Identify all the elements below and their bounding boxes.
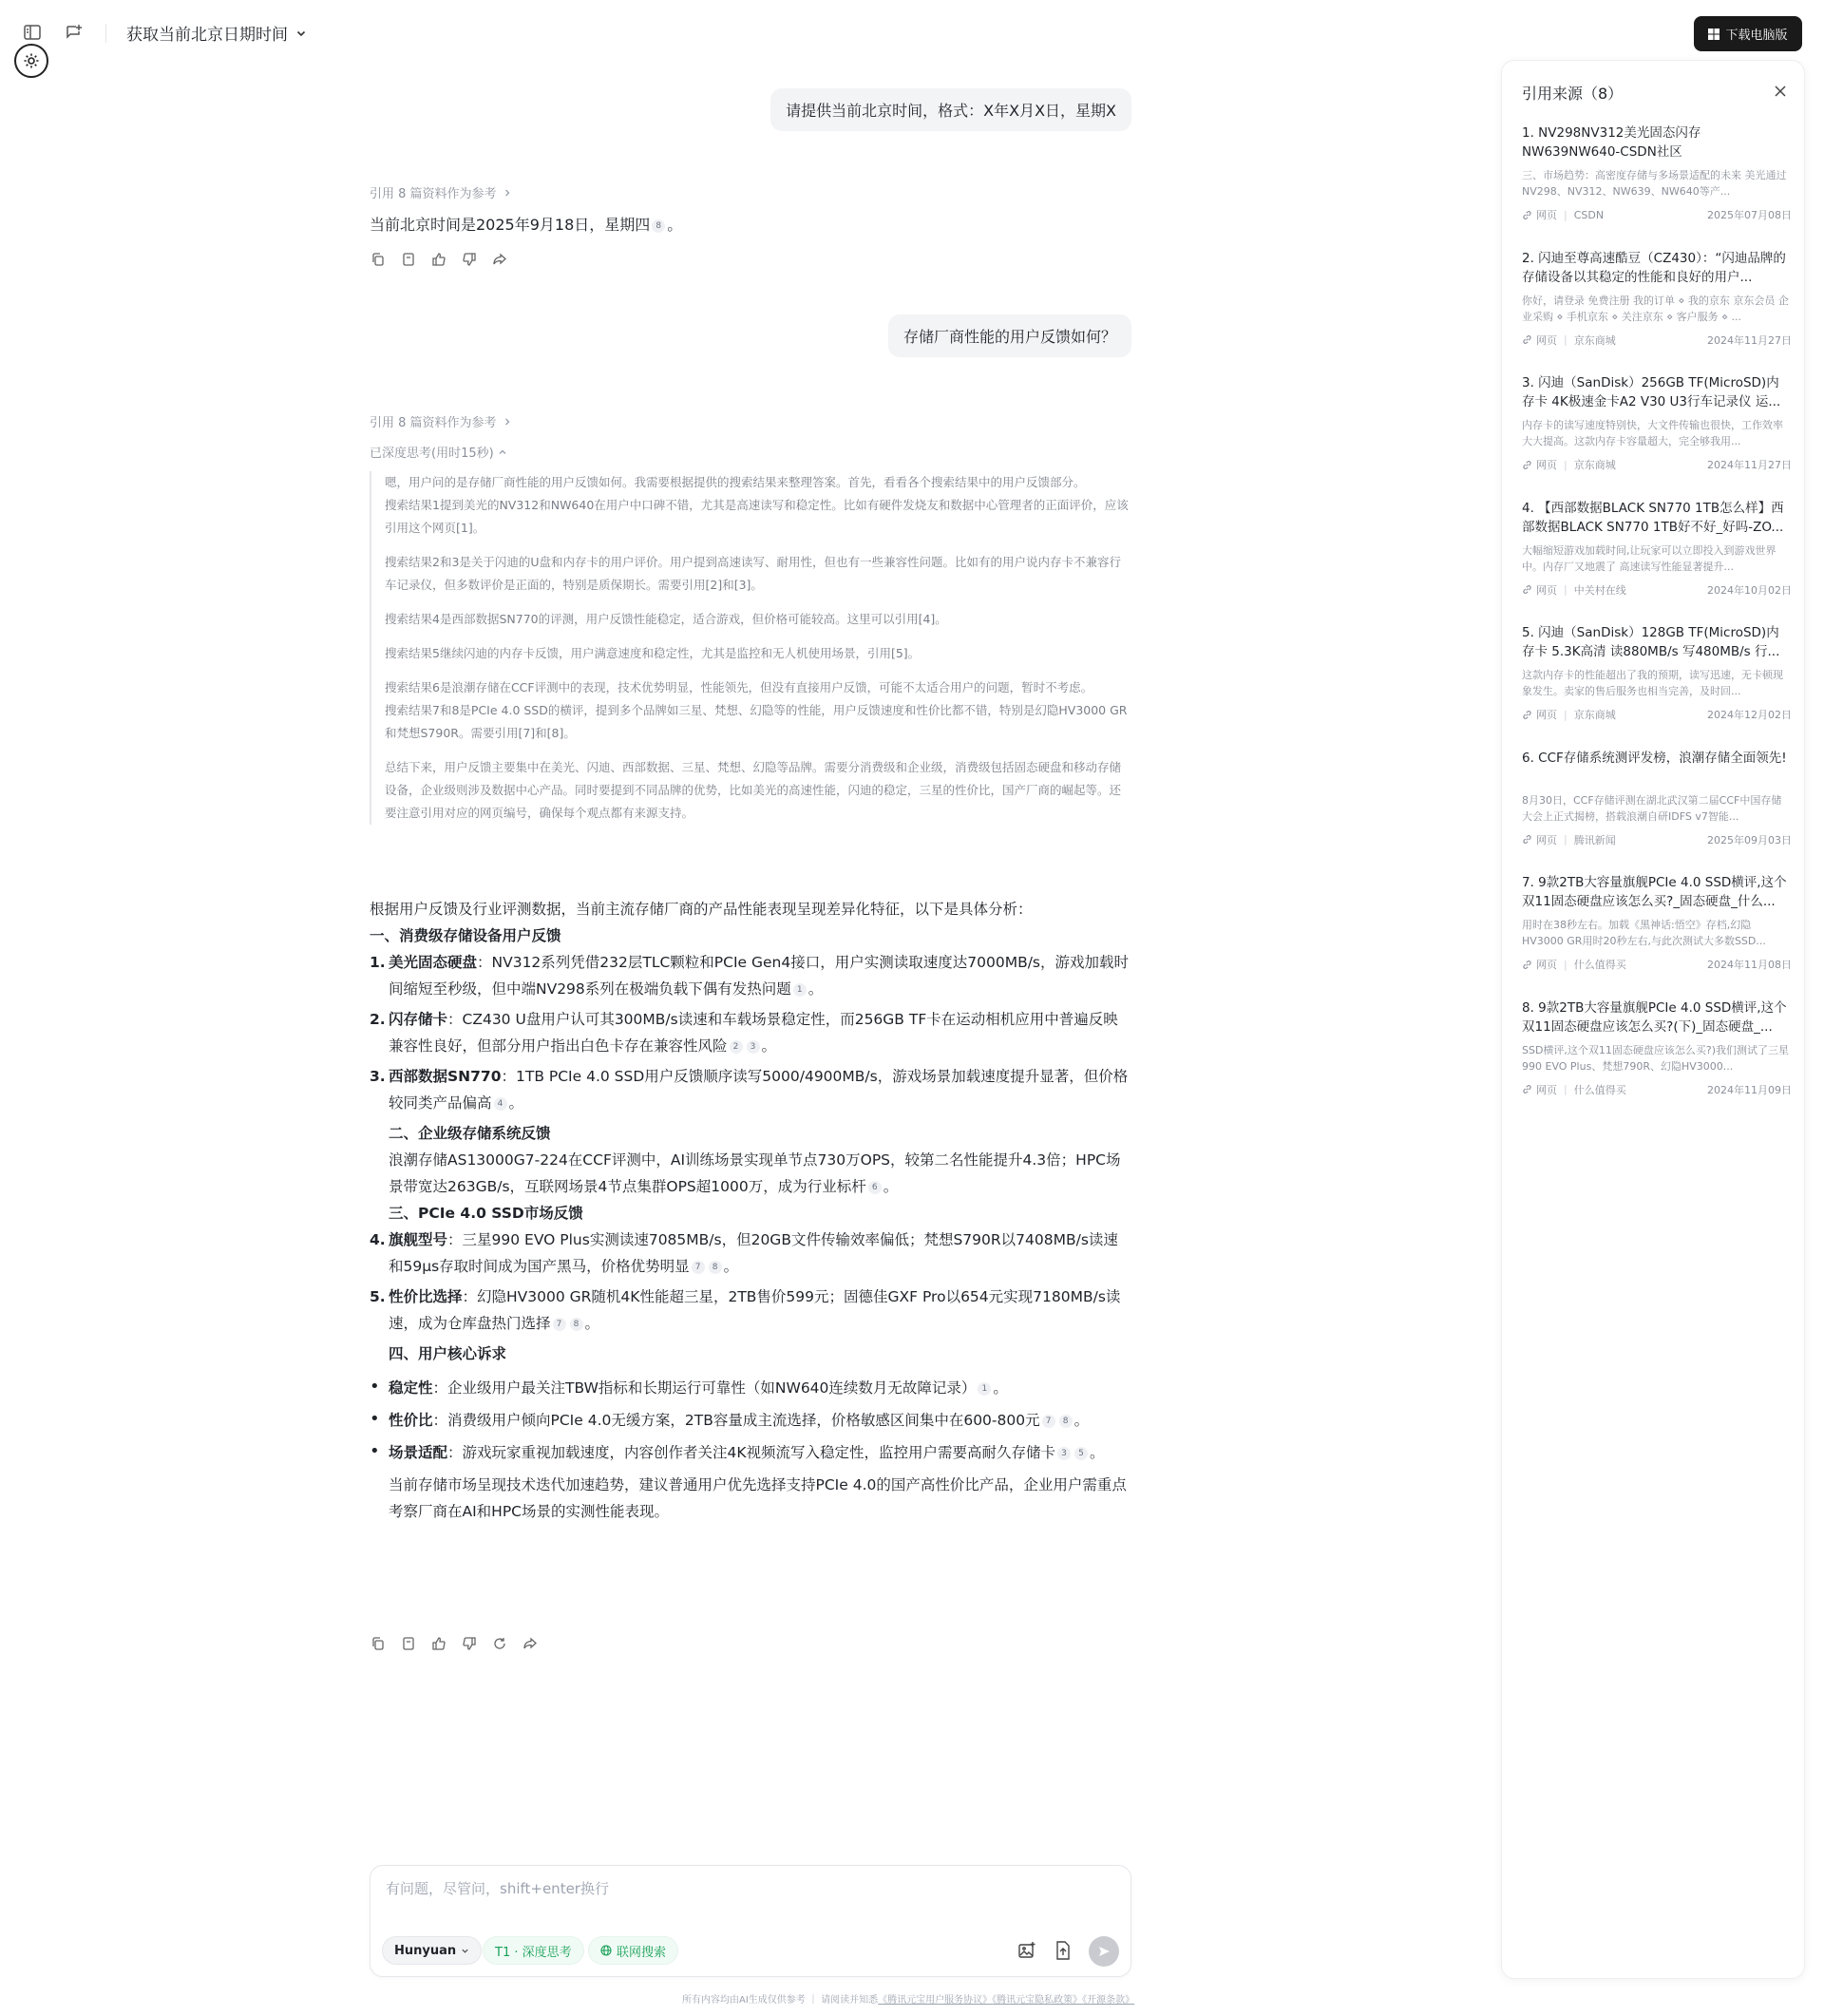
reference-snippet: SSD横评,这个双11固态硬盘应该怎么买?)我们测试了三星990 EVO Plus、梵想790R、幻隐HV3000... xyxy=(1522,1043,1790,1073)
reference-title: 5. 闪迪（SanDisk）128GB TF(MicroSD)内存卡 5.3K高清 读880MB/s 写480MB/s 行... xyxy=(1522,625,1780,659)
bookmark-icon[interactable] xyxy=(400,1635,417,1652)
reference-meta xyxy=(1522,957,1792,972)
model-label: Hunyuan xyxy=(394,1943,457,1958)
core-needs-list xyxy=(370,1375,1131,1466)
model-selector[interactable] xyxy=(382,1936,482,1965)
chevron-right-icon xyxy=(503,417,512,427)
meta-separator: | xyxy=(1564,583,1568,596)
bullet-text: ：游戏玩家重视加载速度，内容创作者关注4K视频流写入稳定性，监控用户需要高耐久存储卡 xyxy=(447,1444,1056,1461)
copy-icon[interactable] xyxy=(370,1635,387,1652)
list-item-title: 闪存储卡 xyxy=(389,1011,448,1028)
reference-meta xyxy=(1522,1082,1792,1097)
thumbs-up-icon[interactable] xyxy=(430,251,447,268)
reference-item[interactable] xyxy=(1522,749,1792,847)
reference-link[interactable] xyxy=(370,183,512,201)
link-icon xyxy=(1522,1084,1532,1094)
list-number: 1. xyxy=(370,954,386,971)
reference-snippet: 这款内存卡的性能超出了我的预期，读写迅速，无卡顿现象发生。卖家的售后服务也相当完善，及时回... xyxy=(1522,669,1783,697)
chevron-down-icon xyxy=(461,1947,469,1955)
link-icon xyxy=(1522,210,1532,220)
reference-panel-title: 引用来源（8） xyxy=(1522,85,1624,103)
link-icon xyxy=(1522,584,1532,595)
image-upload-icon[interactable] xyxy=(1016,1940,1037,1961)
reference-panel xyxy=(1501,60,1805,1979)
reference-meta xyxy=(1522,207,1792,222)
reference-source: 京东商城 xyxy=(1573,709,1616,721)
disclaimer-text: 所有内容均由AI生成仅供参考 ｜ 请阅读并知悉 xyxy=(682,1995,879,2006)
copy-icon[interactable] xyxy=(370,251,387,268)
thinking-paragraph: 搜索结果2和3是关于闪迪的U盘和内存卡的用户评价。用户提到高速读写、耐用性，但也有一些兼容性问题。比如有的用户说内存卡不兼容行车记录仪，但多数评价是正面的，特别是质保期长。需要引用[2]和[3]。 xyxy=(385,555,1122,592)
bullet-item xyxy=(370,1375,1131,1401)
web-search-chip[interactable] xyxy=(588,1936,678,1965)
reference-source: 什么值得买 xyxy=(1573,959,1626,971)
reference-item[interactable] xyxy=(1522,249,1792,348)
reference-type: 网页 xyxy=(1536,959,1557,971)
bullet-title: 稳定性 xyxy=(389,1379,433,1397)
reference-title: 7. 9款2TB大容量旗舰PCIe 4.0 SSD横评,这个双11固态硬盘应该怎么买?_固态硬盘_什么... xyxy=(1522,875,1787,909)
link-icon xyxy=(1522,710,1532,720)
list-number: 3. xyxy=(370,1068,386,1085)
bullet-title: 性价比 xyxy=(389,1412,433,1429)
reference-meta xyxy=(1522,707,1792,722)
bullet-dot: • xyxy=(370,1409,380,1429)
reference-title: 3. 闪迪（SanDisk）256GB TF(MicroSD)内存卡 4K极速金卡A2 V30 U3行车记录仪 运... xyxy=(1522,375,1781,409)
send-button[interactable] xyxy=(1089,1936,1119,1967)
thumbs-down-icon[interactable] xyxy=(461,251,478,268)
chevron-right-icon xyxy=(503,188,512,198)
reference-date: 2024年11月08日 xyxy=(1707,959,1792,971)
thinking-paragraph: 搜索结果6是浪潮存储在CCF评测中的表现，技术优势明显，性能领先，但没有直接用户反馈，可能不太适合用户的问题，暂时不考虑。 xyxy=(385,680,1093,694)
thinking-paragraph: 搜索结果1提到美光的NV312和NW640在用户中口碑不错，尤其是高速读写和稳定性。比如有硬件发烧友和数据中心管理者的正面评价，应该引用这个网页[1]。 xyxy=(385,498,1129,535)
open-source-link[interactable]: 《开源条款》 xyxy=(1082,1995,1135,2006)
settings-button[interactable] xyxy=(14,44,48,78)
consumer-feedback-list xyxy=(370,949,1131,1116)
message-actions xyxy=(370,251,508,268)
list-item-body: 西部数据SN770：1TB PCIe 4.0 SSD用户反馈顺序读写5000/4900MB/s，游戏场景加载速度提升显著，但价格较同类产品偏高 4 。 xyxy=(389,1068,1129,1112)
reference-title: 8. 9款2TB大容量旗舰PCIe 4.0 SSD横评,这个双11固态硬盘应该怎么买?(下)_固态硬盘_... xyxy=(1522,999,1787,1035)
thinking-paragraph: 总结下来，用户反馈主要集中在美光、闪迪、西部数据、三星、梵想、幻隐等品牌。需要分消费级和企业级，消费级包括固态硬盘和移动存储设备，企业级则涉及数据中心产品。同时要提到不同品牌的优势，比如美光的高速性能，闪迪的稳定，三星的性价比，国产厂商的崛起等。还要注意引用对应的网页编号，确保每个观点都有来源支持。 xyxy=(385,760,1122,820)
reference-type: 网页 xyxy=(1536,709,1557,721)
bookmark-icon[interactable] xyxy=(400,251,417,268)
reference-source: CSDN xyxy=(1573,208,1605,221)
privacy-link[interactable]: 《腾讯元宝隐私政策》 xyxy=(992,1995,1083,2006)
bullet-body: 稳定性：企业级用户最关注TBW指标和长期运行可靠性（如NW640连续数月无故障记录） 1 。 xyxy=(389,1379,1008,1397)
reference-date: 2024年12月02日 xyxy=(1707,709,1792,721)
bullet-title: 场景适配 xyxy=(389,1444,448,1461)
thinking-paragraph: 搜索结果5继续闪迪的内存卡反馈，用户满意速度和稳定性，尤其是监控和无人机使用场景，引用[5]。 xyxy=(385,646,921,660)
reference-date: 2024年11月27日 xyxy=(1707,459,1792,471)
reference-type: 网页 xyxy=(1536,209,1557,221)
bullet-body: 性价比：消费级用户倾向PCIe 4.0无缓方案，2TB容量成主流选择，价格敏感区间集中在600-800元 7 8 。 xyxy=(389,1412,1090,1429)
list-item-title: 美光固态硬盘 xyxy=(389,954,478,971)
reference-snippet: 用时在38秒左右。加载《黑神话:悟空》存档,幻隐HV3000 GR用时20秒左右,与此次测试大多数SSD... xyxy=(1522,919,1766,947)
bullet-text: ：消费级用户倾向PCIe 4.0无缓方案，2TB容量成主流选择，价格敏感区间集中在600-800元 xyxy=(432,1412,1040,1429)
assistant-answer: 当前北京时间是2025年9月18日，星期四 8 。 xyxy=(370,216,683,234)
reference-item[interactable] xyxy=(1522,998,1792,1097)
reference-type: 网页 xyxy=(1536,333,1557,347)
link-icon xyxy=(1522,334,1532,345)
citation-badge[interactable]: 5 xyxy=(1074,1447,1088,1460)
reference-item[interactable] xyxy=(1522,873,1792,972)
link-icon xyxy=(1522,960,1532,970)
reference-type: 网页 xyxy=(1536,1083,1557,1096)
bullet-body: 场景适配：游戏玩家重视加载速度，内容创作者关注4K视频流写入稳定性，监控用户需要高耐久存储卡 3 5 。 xyxy=(389,1444,1105,1461)
user-message: 存储厂商性能的用户反馈如何？ xyxy=(888,314,1131,357)
list-item-text: ：CZ430 U盘用户认可其300MB/s读速和车载场景稳定性，而256GB TF卡在运动相机应用中普遍反映兼容性良好，但部分用户指出白色卡存在兼容性风险 xyxy=(389,1011,1118,1055)
meta-separator: | xyxy=(1564,958,1568,971)
thinking-paragraph: 搜索结果4是西部数据SN770的评测，用户反馈性能稳定，适合游戏，但价格可能较高。这里可以引用[4]。 xyxy=(385,612,947,626)
section-heading: 四、用户核心诉求 xyxy=(389,1345,507,1362)
list-item-title: 性价比选择 xyxy=(389,1288,463,1305)
file-upload-icon[interactable] xyxy=(1053,1940,1074,1961)
reference-snippet: 你好，请登录 免费注册 我的订单 ⋄ 我的京东 京东会员 企业采购 ⋄ 手机京东 ⋄ 关注京东 ⋄ 客户服务 ⋄ ... xyxy=(1522,294,1789,323)
windows-icon xyxy=(1708,29,1720,40)
reference-source: 什么值得买 xyxy=(1573,1083,1626,1096)
citation-badge[interactable]: 1 xyxy=(978,1382,991,1396)
reference-type: 网页 xyxy=(1536,833,1557,846)
reference-date: 2024年10月02日 xyxy=(1707,583,1792,597)
disclaimer xyxy=(682,1991,1134,2006)
close-icon[interactable] xyxy=(1772,83,1789,100)
regenerate-icon[interactable] xyxy=(491,1635,508,1652)
reference-snippet: 大幅缩短游戏加载时间,让玩家可以立即投入到游戏世界中。内存厂又地震了 高速读写性能显著提升... xyxy=(1522,543,1776,573)
meta-separator: | xyxy=(1564,1083,1568,1095)
reference-item[interactable] xyxy=(1522,124,1792,222)
reference-title: 6. CCF存储系统测评发榜，浪潮存储全面领先! xyxy=(1522,750,1787,766)
list-item-text: ：幻隐HV3000 GR随机4K性能超三星，2TB售价599元；固德佳GXF Pro以654元实现7180MB/s读速，成为仓库盘热门选择 xyxy=(389,1288,1121,1332)
reference-title: 2. 闪迪至尊高速酷豆（CZ430）：“闪迪品牌的存储设备以其稳定的性能和良好的用户... xyxy=(1522,250,1786,285)
reference-meta xyxy=(1522,457,1792,472)
reference-item[interactable] xyxy=(1522,499,1792,598)
citation-badge[interactable]: 8 xyxy=(1059,1415,1073,1428)
deep-thinking-toggle[interactable] xyxy=(370,443,507,461)
new-chat-icon[interactable] xyxy=(61,19,87,46)
reference-date: 2024年11月27日 xyxy=(1707,333,1792,347)
citation-badge[interactable]: 8 xyxy=(709,1261,722,1274)
list-item-title: 旗舰型号 xyxy=(389,1231,448,1248)
citation-badge[interactable]: 2 xyxy=(730,1040,743,1054)
thumbs-down-icon[interactable] xyxy=(461,1635,478,1652)
section-heading: 一、消费级存储设备用户反馈 xyxy=(370,927,561,944)
reference-type: 网页 xyxy=(1536,459,1557,471)
list-item xyxy=(370,1063,1131,1116)
answer-text: 当前北京时间是2025年9月18日，星期四 xyxy=(370,216,651,234)
answer-conclusion: 当前存储市场呈现技术迭代加速趋势，建议普通用户优先选择支持PCIe 4.0的国产高性价比产品，企业用户需重点考察厂商在AI和HPC场景的实测性能表现。 xyxy=(389,1476,1127,1520)
terms-link[interactable]: 《腾讯元宝用户服务协议》 xyxy=(878,1995,993,2006)
reference-count-text: 引用 8 篇资料作为参考 xyxy=(370,416,497,430)
answer-intro: 根据用户反馈及行业评测数据，当前主流存储厂商的产品性能表现呈现差异化特征，以下是具体分析： xyxy=(370,901,1033,918)
citation-badge[interactable]: 7 xyxy=(692,1261,705,1274)
deep-thinking-label: 已深度思考(用时15秒) xyxy=(370,447,494,461)
list-item xyxy=(370,1227,1131,1280)
message-composer[interactable] xyxy=(370,1865,1131,1977)
reference-date: 2025年09月03日 xyxy=(1707,833,1792,846)
download-label: 下载电脑版 xyxy=(1725,29,1788,43)
bullet-item xyxy=(370,1407,1131,1434)
thinking-content xyxy=(370,471,1131,825)
deep-thinking-chip-label: T1 · 深度思考 xyxy=(495,1945,572,1960)
list-number: 5. xyxy=(370,1288,386,1305)
citation-badge[interactable]: 3 xyxy=(747,1040,760,1054)
reference-snippet: 三、市场趋势：高密度存储与多场景适配的未来 美光通过NV298、NV312、NW639、NW640等产... xyxy=(1522,169,1787,198)
list-number: 2. xyxy=(370,1011,386,1028)
section-heading: 三、PCIe 4.0 SSD市场反馈 xyxy=(389,1205,583,1222)
reference-type: 网页 xyxy=(1536,583,1557,597)
reference-source: 京东商城 xyxy=(1573,333,1616,347)
list-item xyxy=(370,1284,1131,1337)
reference-source: 中关村在线 xyxy=(1573,583,1626,597)
top-bar xyxy=(0,0,1824,67)
bullet-item xyxy=(370,1439,1131,1466)
bullet-dot: • xyxy=(370,1441,380,1461)
chevron-down-icon xyxy=(295,28,307,39)
citation-badge[interactable]: 7 xyxy=(553,1318,566,1331)
thumbs-up-icon[interactable] xyxy=(430,1635,447,1652)
meta-separator: | xyxy=(1564,833,1568,846)
reference-item[interactable] xyxy=(1522,623,1792,722)
share-icon[interactable] xyxy=(522,1635,539,1652)
bullet-text: ：企业级用户最关注TBW指标和长期运行可靠性（如NW640连续数月无故障记录） xyxy=(432,1379,977,1397)
citation-badge[interactable]: 4 xyxy=(494,1097,507,1111)
reference-item[interactable] xyxy=(1522,373,1792,472)
thinking-paragraph: 搜索结果7和8是PCIe 4.0 SSD的横评，提到多个品牌如三星、梵想、幻隐等的性能，用户反馈速度和性价比都不错，特别是幻隐HV3000 GR和梵想S790R。需要引用[7]和[8]。 xyxy=(385,703,1128,740)
meta-separator: | xyxy=(1564,708,1568,721)
reference-date: 2024年11月09日 xyxy=(1707,1083,1792,1096)
send-icon xyxy=(1097,1945,1111,1958)
list-item-body: 美光固态硬盘：NV312系列凭借232层TLC颗粒和PCIe Gen4接口，用户实测读取速度达7000MB/s，游戏加载时间缩短至秒级，但中端NV298系列在极端负载下偶有发热问题 1 。 xyxy=(389,954,1129,998)
globe-icon xyxy=(600,1945,612,1956)
enterprise-feedback-body: 浪潮存储AS13000G7-224在CCF评测中，AI训练场景实现单节点730万OPS，较第二名性能提升4.3倍；HPC场景带宽达263GB/s，互联网场景4节点集群OPS超1000万，成为行业标杆 xyxy=(389,1151,1121,1195)
conversation-title-text: 获取当前北京日期时间 xyxy=(126,26,288,45)
assistant-answer xyxy=(370,896,1131,1525)
message-actions xyxy=(370,1635,539,1652)
meta-separator: | xyxy=(1564,458,1568,471)
list-item-body: 旗舰型号：三星990 EVO Plus实测读速7085MB/s，但20GB文件传输效率偏低；梵想S790R以7408MB/s读速和59μs存取时间成为国产黑马，价格优势明显 7 8 。 xyxy=(389,1231,1118,1275)
reference-title: 4. 【西部数据BLACK SN770 1TB怎么样】西部数据BLACK SN770 1TB好不好_好吗-ZO... xyxy=(1522,500,1784,535)
section-heading: 二、企业级存储系统反馈 xyxy=(389,1125,551,1142)
meta-separator: | xyxy=(1564,208,1568,221)
reference-meta xyxy=(1522,333,1792,348)
link-icon xyxy=(1522,834,1532,845)
share-icon[interactable] xyxy=(491,251,508,268)
reference-source: 京东商城 xyxy=(1573,459,1616,471)
ssd-feedback-list xyxy=(370,1227,1131,1337)
list-item-text: ：NV312系列凭借232层TLC颗粒和PCIe Gen4接口，用户实测读取速度达7000MB/s，游戏加载时间缩短至秒级，但中端NV298系列在极端负载下偶有发热问题 xyxy=(389,954,1129,998)
list-item-text: ：三星990 EVO Plus实测读速7085MB/s，但20GB文件传输效率偏低；梵想S790R以7408MB/s读速和59μs存取时间成为国产黑马，价格优势明显 xyxy=(389,1231,1118,1275)
list-item-title: 西部数据SN770 xyxy=(389,1068,502,1085)
download-desktop-button[interactable] xyxy=(1694,16,1802,51)
reference-count-text: 引用 8 篇资料作为参考 xyxy=(370,187,497,201)
chevron-up-icon xyxy=(498,447,507,457)
meta-separator: | xyxy=(1564,333,1568,346)
link-icon xyxy=(1522,460,1532,470)
citation-badge[interactable]: 1 xyxy=(793,983,807,997)
divider xyxy=(105,24,106,43)
list-item-body: 性价比选择：幻隐HV3000 GR随机4K性能超三星，2TB售价599元；固德佳GXF Pro以654元实现7180MB/s读速，成为仓库盘热门选择 7 8 。 xyxy=(389,1288,1121,1332)
reference-snippet: 内存卡的读写速度特别快，大文件传输也很快，工作效率大大提高。这款内存卡容量超大，完全够我用... xyxy=(1522,419,1783,447)
list-item xyxy=(370,1006,1131,1059)
reference-link[interactable] xyxy=(370,412,512,430)
enterprise-feedback-text: 浪潮存储AS13000G7-224在CCF评测中，AI训练场景实现单节点730万OPS，较第二名性能提升4.3倍；HPC场景带宽达263GB/s，互联网场景4节点集群OPS超1000万，成为行业标杆 6 。 xyxy=(389,1151,1121,1195)
reference-source: 腾讯新闻 xyxy=(1573,833,1616,846)
citation-badge[interactable]: 7 xyxy=(1042,1415,1055,1428)
composer-input[interactable]: 有问题，尽管问，shift+enter换行 xyxy=(386,1880,609,1897)
citation-badge[interactable]: 3 xyxy=(1057,1447,1071,1460)
reference-title: 1. NV298NV312美光固态闪存NW639NW640-CSDN社区 xyxy=(1522,125,1701,160)
list-item-text: ：1TB PCIe 4.0 SSD用户反馈顺序读写5000/4900MB/s，游戏场景加载速度提升显著，但价格较同类产品偏高 xyxy=(389,1068,1129,1112)
citation-badge[interactable]: 8 xyxy=(652,219,665,233)
citation-badge[interactable]: 8 xyxy=(570,1318,583,1331)
list-item xyxy=(370,949,1131,1002)
list-number: 4. xyxy=(370,1231,386,1248)
citation-badge[interactable]: 6 xyxy=(868,1181,882,1194)
reference-meta xyxy=(1522,832,1792,847)
thinking-paragraph: 嗯，用户问的是存储厂商性能的用户反馈如何。我需要根据提供的搜索结果来整理答案。首先，看看各个搜索结果中的用户反馈部分。 xyxy=(385,475,1086,489)
list-item-body: 闪存储卡：CZ430 U盘用户认可其300MB/s读速和车载场景稳定性，而256GB TF卡在运动相机应用中普遍反映兼容性良好，但部分用户指出白色卡存在兼容性风险 2 3 。 xyxy=(389,1011,1118,1055)
gear-icon xyxy=(22,51,41,70)
web-search-label: 联网搜索 xyxy=(617,1945,667,1960)
reference-date: 2025年07月08日 xyxy=(1707,209,1792,221)
user-message: 请提供当前北京时间，格式：X年X月X日，星期X xyxy=(770,88,1131,131)
conversation-title[interactable] xyxy=(126,21,307,45)
reference-snippet: 8月30日，CCF存储评测在湖北武汉第二届CCF中国存储大会上正式揭榜，搭载浪潮自研IDFS v7智能... xyxy=(1522,793,1782,823)
bullet-dot: • xyxy=(370,1377,380,1397)
sidebar-toggle-icon[interactable] xyxy=(19,19,46,46)
deep-thinking-chip[interactable] xyxy=(483,1936,584,1965)
reference-meta xyxy=(1522,582,1792,598)
